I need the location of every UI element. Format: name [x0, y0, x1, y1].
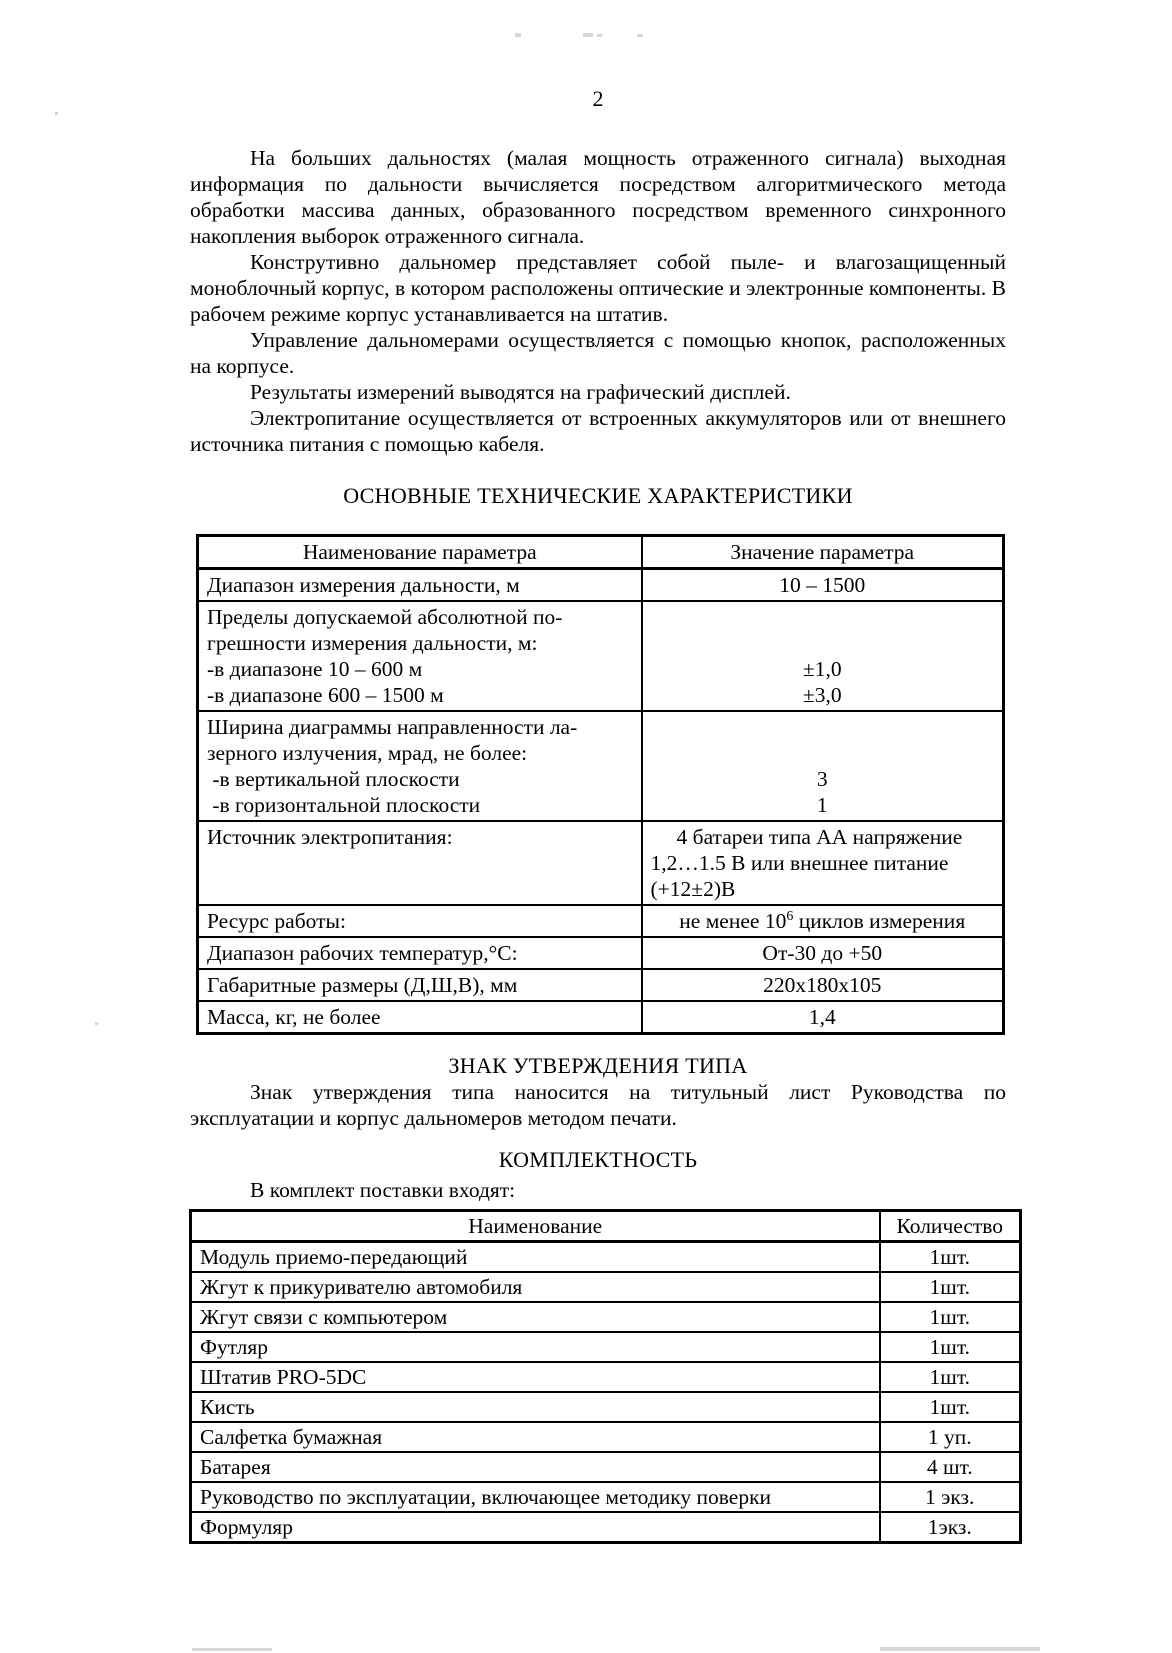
kit-item-name-cell: Салфетка бумажная	[191, 1422, 880, 1452]
scan-artifact	[55, 112, 58, 115]
table-row	[191, 1242, 1021, 1273]
param-value-line: От-30 до +50	[762, 941, 883, 965]
param-name-line: Источник электропитания:	[207, 825, 453, 849]
kit-item-qty-cell: 1шт.	[880, 1392, 1021, 1422]
param-value-line: ±1,0	[802, 657, 842, 681]
param-name-line: -в диапазоне 600 – 1500 м	[207, 683, 444, 707]
param-value-line	[651, 908, 995, 934]
section-title-completeness: КОМПЛЕКТНОСТЬ	[498, 1147, 698, 1172]
table-row	[191, 1332, 1021, 1362]
param-name-line: Пределы допускаемой абсолютной по-	[207, 605, 563, 629]
kit-table	[189, 1209, 1022, 1544]
table-row	[198, 1001, 1004, 1034]
tech-table-header-row	[198, 536, 1004, 569]
param-value-line	[651, 714, 995, 740]
param-value-cell	[642, 821, 1004, 905]
param-value-line: 220х180х105	[763, 973, 882, 997]
param-value-line: 10 – 1500	[779, 573, 866, 597]
param-value-cell	[642, 1001, 1004, 1034]
table-row	[198, 905, 1004, 937]
table-row	[191, 1512, 1021, 1543]
table-row	[198, 711, 1004, 821]
kit-item-qty-cell: 1 уп.	[880, 1422, 1021, 1452]
scan-artifact	[95, 1022, 98, 1025]
kit-item-name-cell: Штатив PRO-5DC	[191, 1362, 880, 1392]
type-approval-text: Знак утверждения типа наносится на титульный лист Руководства по эксплуатации и корпус дальномеров методом печати.	[190, 1080, 1006, 1130]
tech-table	[196, 534, 1005, 1035]
param-name-cell	[198, 569, 642, 602]
param-name-line: Диапазон измерения дальности, м	[207, 573, 520, 597]
param-name-line: -в горизонтальной плоскости	[207, 793, 481, 817]
param-name-line: зерного излучения, мрад, не более:	[207, 741, 528, 765]
param-name-cell	[198, 969, 642, 1001]
kit-table-header-name: Наименование	[191, 1211, 880, 1242]
intro-paragraphs	[190, 145, 1006, 457]
param-value-line: (+12±2)В	[650, 877, 736, 901]
kit-item-name-cell: Руководство по эксплуатации, включающее методику поверки	[191, 1482, 880, 1512]
body-paragraph: Конструтивно дальномер представляет собой пыле- и влагозащищенный моноблочный корпус, в котором расположены оптические и электронные компоненты. В рабочем режиме корпус устанавливается на штатив.	[190, 250, 1006, 326]
table-row	[191, 1302, 1021, 1332]
param-name-cell	[198, 601, 642, 711]
table-row	[198, 821, 1004, 905]
body-paragraph: Управление дальномерами осуществляется с помощью кнопок, расположенных на корпусе.	[190, 328, 1006, 378]
param-value-cell	[642, 937, 1004, 969]
param-value-line: 1	[816, 793, 828, 817]
param-value-line	[651, 740, 995, 766]
param-name-cell	[198, 937, 642, 969]
param-value-cell	[642, 969, 1004, 1001]
param-value-line: 1,2…1.5 В или внешнее питание	[650, 851, 949, 875]
kit-item-qty-cell: 1шт.	[880, 1242, 1021, 1273]
param-value-line	[651, 630, 995, 656]
kit-table-body	[191, 1242, 1021, 1543]
kit-item-name-cell: Батарея	[191, 1452, 880, 1482]
scan-artifact	[880, 1647, 1040, 1651]
kit-item-qty-cell: 4 шт.	[880, 1452, 1021, 1482]
kit-item-qty-cell: 1экз.	[880, 1512, 1021, 1543]
kit-item-name-cell: Жгут связи с компьютером	[191, 1302, 880, 1332]
body-paragraph: Электропитание осуществляется от встроенных аккумуляторов или от внешнего источника питания с помощью кабеля.	[190, 406, 1006, 456]
param-value-cell	[642, 569, 1004, 602]
kit-item-qty-cell: 1шт.	[880, 1332, 1021, 1362]
param-name-line: Ресурс работы:	[207, 909, 346, 933]
param-name-line: Диапазон рабочих температур,°С:	[207, 941, 518, 965]
table-row	[191, 1392, 1021, 1422]
param-value-cell	[642, 905, 1004, 937]
kit-item-qty-cell: 1шт.	[880, 1362, 1021, 1392]
param-name-line: грешности измерения дальности, м:	[207, 631, 538, 655]
kit-item-name-cell: Футляр	[191, 1332, 880, 1362]
kit-intro-line: В комплект поставки входят:	[250, 1178, 516, 1202]
param-name-line: Масса, кг, не более	[207, 1005, 381, 1029]
page-number: 2	[592, 86, 604, 111]
param-value-line: 4 батареи типа АА напряжение	[676, 825, 963, 849]
table-row	[198, 969, 1004, 1001]
scan-artifact	[192, 1648, 272, 1651]
table-row	[198, 569, 1004, 602]
kit-item-name-cell: Формуляр	[191, 1512, 880, 1543]
param-name-line: -в вертикальной плоскости	[207, 767, 460, 791]
param-name-cell	[198, 905, 642, 937]
param-value-line: ±3,0	[802, 683, 842, 707]
kit-item-qty-cell: 1шт.	[880, 1302, 1021, 1332]
table-row	[191, 1422, 1021, 1452]
kit-item-name-cell: Модуль приемо-передающий	[191, 1242, 880, 1273]
param-name-cell	[198, 711, 642, 821]
param-value-line: 3	[816, 767, 828, 791]
table-row	[191, 1272, 1021, 1302]
kit-item-name-cell: Жгут к прикуривателю автомобиля	[191, 1272, 880, 1302]
tech-table-header-param: Наименование параметра	[198, 536, 642, 569]
table-row	[191, 1362, 1021, 1392]
kit-table-header-qty: Количество	[880, 1211, 1021, 1242]
table-row	[198, 937, 1004, 969]
table-row	[198, 601, 1004, 711]
kit-item-name-cell: Кисть	[191, 1392, 880, 1422]
tech-table-body	[198, 569, 1004, 1034]
kit-item-qty-cell: 1шт.	[880, 1272, 1021, 1302]
text-segment: не менее 10	[679, 909, 787, 933]
param-value-line	[651, 604, 995, 630]
tech-table-header-value: Значение параметра	[642, 536, 1004, 569]
body-paragraph: На больших дальностях (малая мощность отраженного сигнала) выходная информация по дальности вычисляется посредством алгоритмического метода обработки массива данных, образованного посредством временного синхронного накопления выборок отраженного сигнала.	[190, 146, 1006, 248]
kit-table-header-row	[191, 1211, 1021, 1242]
param-name-line: Ширина диаграммы направленности ла-	[207, 715, 578, 739]
param-value-cell	[642, 711, 1004, 821]
param-name-line: Габаритные размеры (Д,Ш,В), мм	[207, 973, 518, 997]
table-row	[191, 1482, 1021, 1512]
body-paragraph: Результаты измерений выводятся на графический дисплей.	[250, 380, 791, 404]
superscript: 6	[786, 908, 794, 924]
param-name-cell	[198, 821, 642, 905]
text-segment: циклов измерения	[793, 909, 966, 933]
section-title-tech-characteristics: ОСНОВНЫЕ ТЕХНИЧЕСКИЕ ХАРАКТЕРИСТИКИ	[343, 483, 853, 508]
table-row	[191, 1452, 1021, 1482]
section-title-type-approval: ЗНАК УТВЕРЖДЕНИЯ ТИПА	[448, 1053, 748, 1078]
param-value-line: 1,4	[808, 1005, 836, 1029]
param-value-cell	[642, 601, 1004, 711]
param-name-cell	[198, 1001, 642, 1034]
kit-item-qty-cell: 1 экз.	[880, 1482, 1021, 1512]
page-content	[190, 0, 1006, 1544]
param-name-line: -в диапазоне 10 – 600 м	[207, 657, 423, 681]
